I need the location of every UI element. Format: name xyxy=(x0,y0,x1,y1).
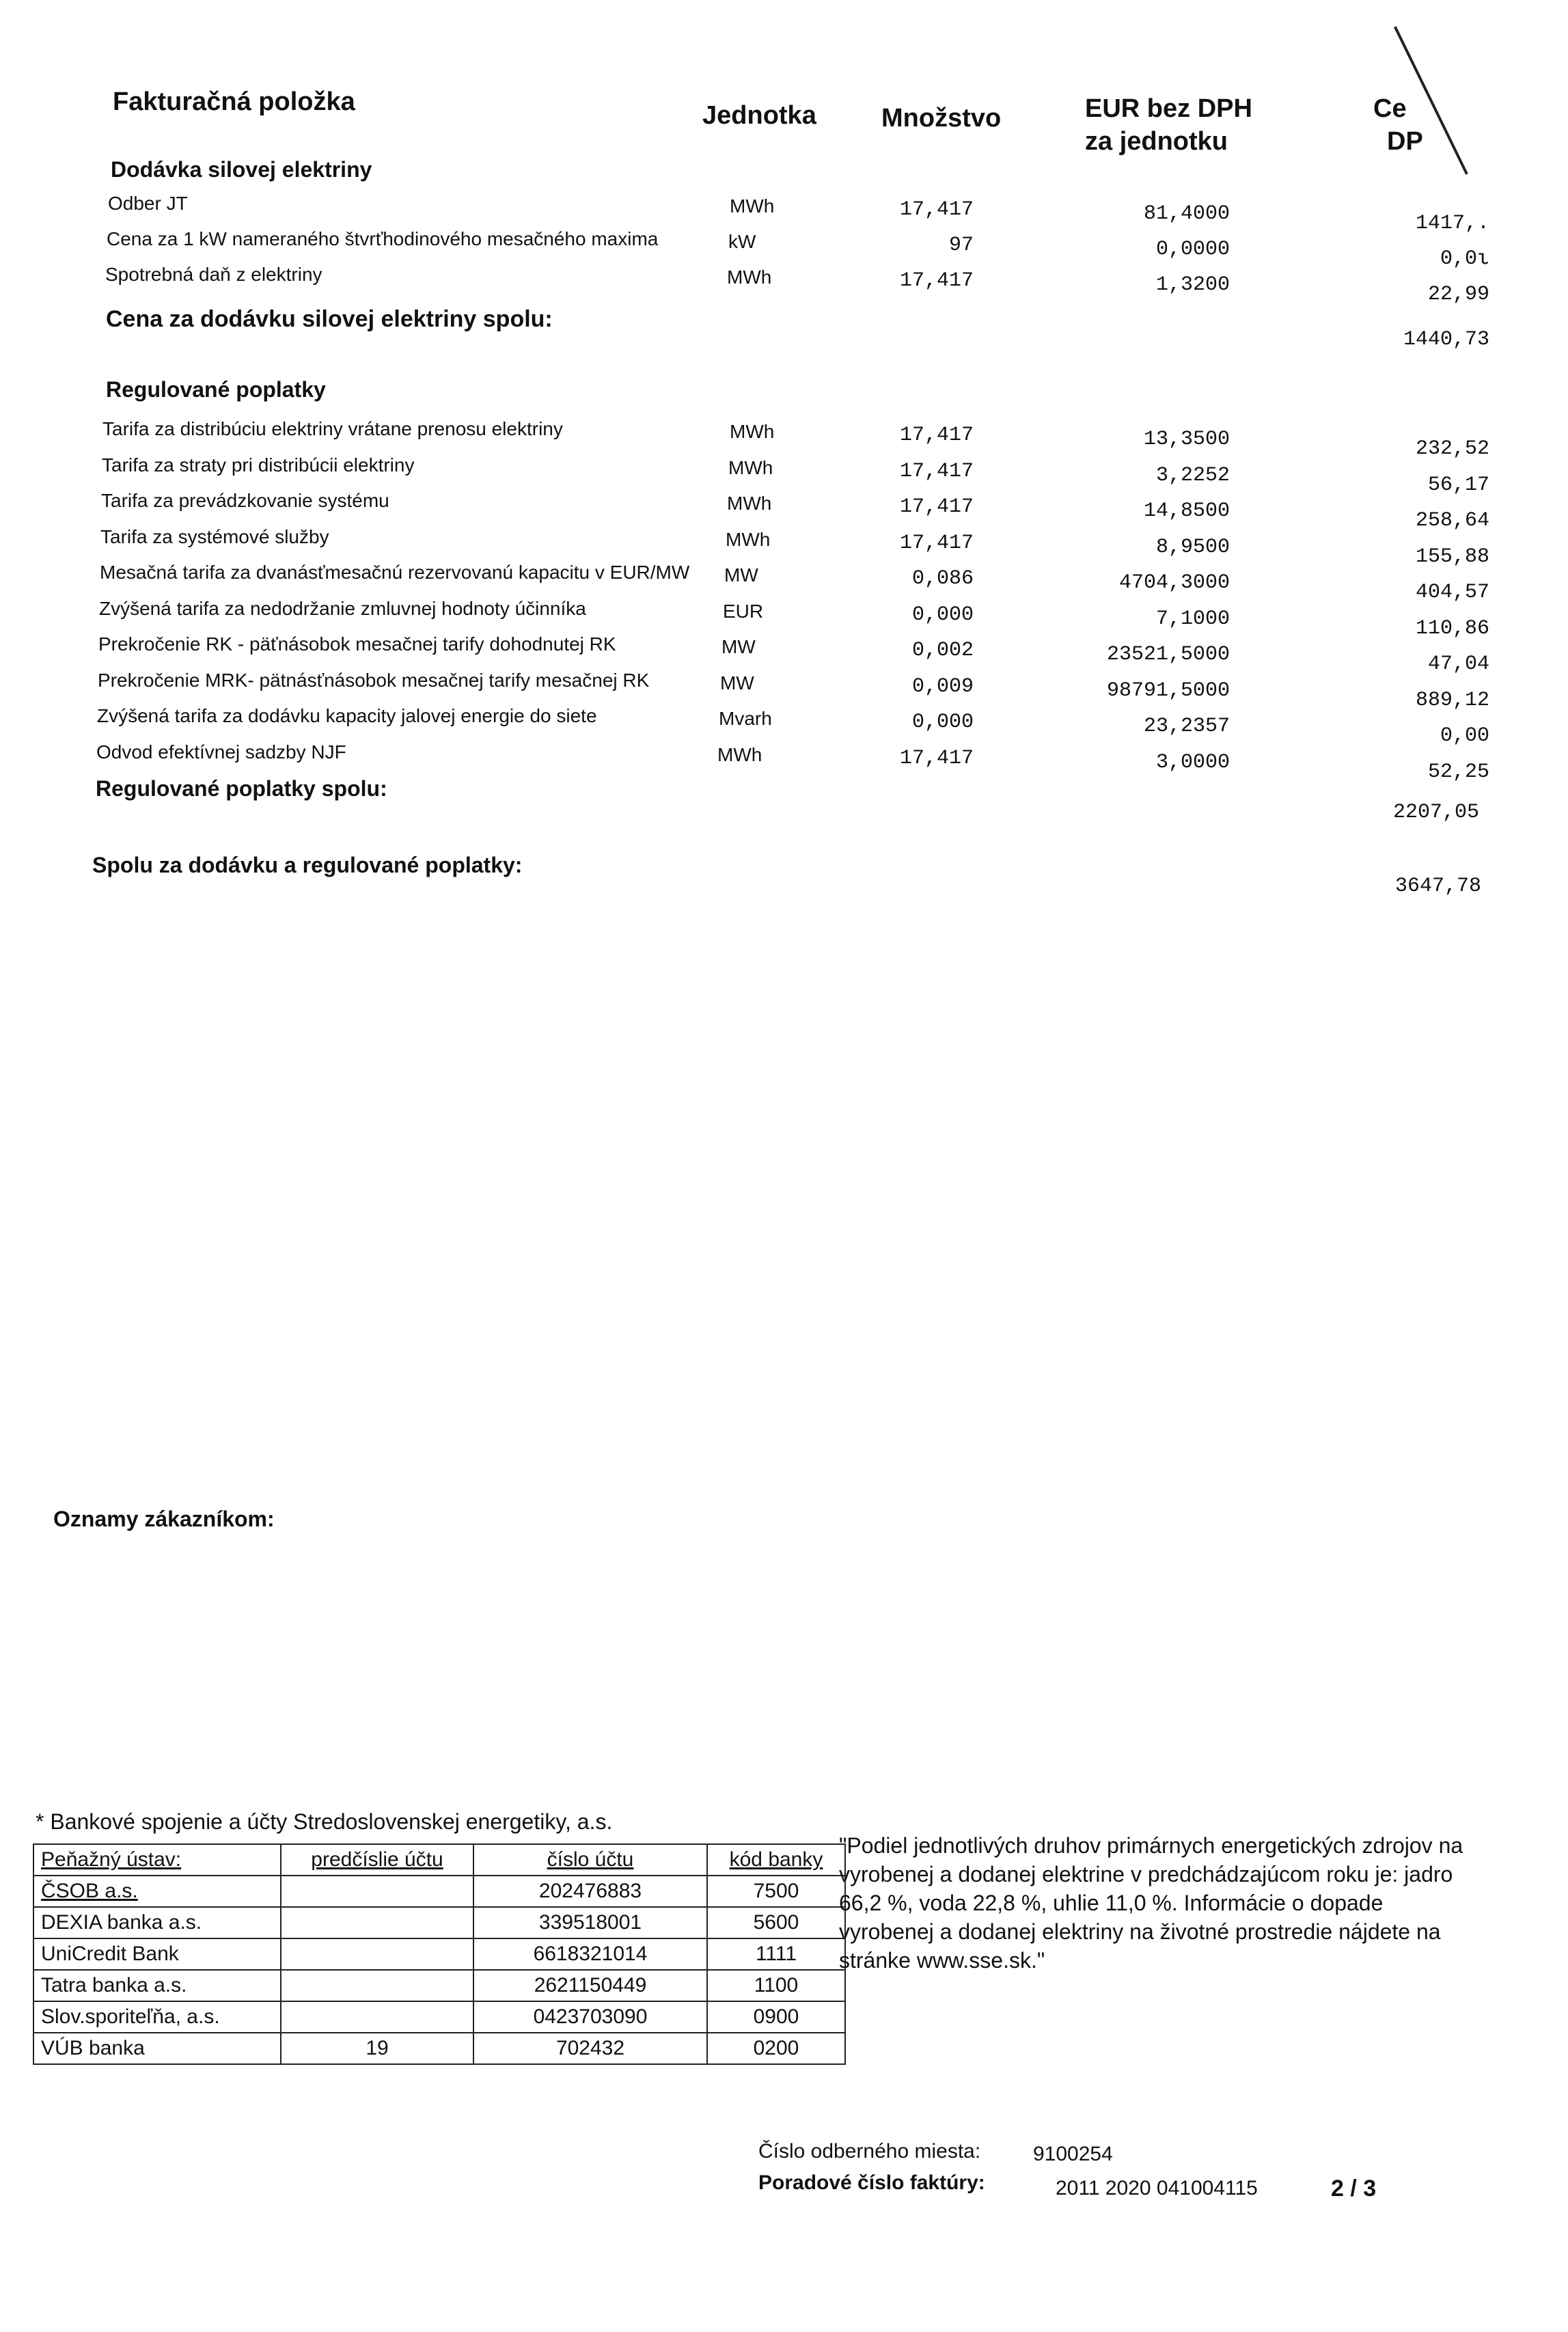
column-header-item: Fakturačná položka xyxy=(113,87,355,116)
page-number: 2 / 3 xyxy=(1331,2176,1377,2201)
bank-prefix xyxy=(281,1876,473,1907)
supply-section-title: Dodávka silovej elektriny xyxy=(111,157,372,182)
table-row xyxy=(33,2001,845,2033)
line-item-total: 22,99 xyxy=(1427,283,1489,306)
line-item-quantity: 17,417 xyxy=(899,269,974,292)
line-item-total: 889,12 xyxy=(1415,688,1489,712)
line-item-unit: Mvarh xyxy=(719,708,772,729)
line-item-total: 110,86 xyxy=(1415,616,1489,640)
line-item-label: Odvod efektívnej sadzby NJF xyxy=(96,741,346,763)
column-header-total-line1: Ce xyxy=(1373,94,1407,123)
column-header-total-line2: DP xyxy=(1387,127,1423,156)
table-row xyxy=(33,1876,845,1907)
line-item-unit-price: 14,8500 xyxy=(1143,499,1230,523)
bank-account-number: 0423703090 xyxy=(473,2001,707,2033)
line-item-label: Spotrebná daň z elektriny xyxy=(105,264,322,285)
bank-account-number: 702432 xyxy=(473,2033,707,2064)
line-item-label: Mesačná tarifa za dvanásťmesačnú rezervovanú kapacitu v EUR/MW xyxy=(100,562,690,583)
line-item-unit-price: 3,0000 xyxy=(1155,750,1230,774)
bank-prefix xyxy=(281,1970,473,2001)
line-item-unit-price: 7,1000 xyxy=(1155,607,1230,631)
line-item-unit-price: 23521,5000 xyxy=(1106,643,1230,666)
line-item-label: Zvýšená tarifa za dodávku kapacity jalovej energie do siete xyxy=(97,705,597,726)
table-row xyxy=(33,1907,845,1938)
consumption-point-label: Číslo odberného miesta: xyxy=(758,2140,981,2163)
column-header-unit: Jednotka xyxy=(702,101,816,130)
line-item-label: Tarifa za straty pri distribúcii elektriny xyxy=(102,454,415,476)
line-item-unit-price: 13,3500 xyxy=(1143,428,1230,451)
grand-total-label: Spolu za dodávku a regulované poplatky: xyxy=(92,853,523,877)
line-item-unit-price: 23,2357 xyxy=(1143,715,1230,738)
table-row xyxy=(33,2033,845,2064)
regulated-sum-value: 2207,05 xyxy=(1392,801,1479,824)
line-item-unit: MW xyxy=(724,564,758,586)
bank-name: VÚB banka xyxy=(33,2033,281,2064)
line-item-total: 155,88 xyxy=(1415,545,1489,568)
column-header-price-line1: EUR bez DPH xyxy=(1085,94,1252,123)
table-row xyxy=(33,1970,845,2001)
line-item-unit-price: 81,4000 xyxy=(1143,202,1230,225)
line-item-total: 1417,. xyxy=(1415,212,1489,235)
line-item-quantity: 17,417 xyxy=(899,424,974,447)
bank-name: Slov.sporiteľňa, a.s. xyxy=(33,2001,281,2033)
table-row xyxy=(33,1938,845,1970)
line-item-unit-price: 4704,3000 xyxy=(1118,571,1230,594)
column-header-price-line2: za jednotku xyxy=(1085,127,1228,156)
bank-code: 5600 xyxy=(707,1907,845,1938)
line-item-unit: MW xyxy=(720,672,754,694)
line-item-total: 47,04 xyxy=(1427,653,1489,676)
bank-account-number: 6618321014 xyxy=(473,1938,707,1970)
bank-prefix: 19 xyxy=(281,2033,473,2064)
bank-code: 1100 xyxy=(707,1970,845,2001)
consumption-point-value: 9100254 xyxy=(1033,2143,1113,2165)
line-item-quantity: 0,009 xyxy=(911,674,974,698)
line-item-label: Odber JT xyxy=(108,193,188,214)
customer-notices-label: Oznamy zákazníkom: xyxy=(53,1507,275,1531)
line-item-quantity: 17,417 xyxy=(899,495,974,519)
line-item-unit: MW xyxy=(721,636,756,657)
bank-header-prefix: predčíslie účtu xyxy=(281,1844,473,1876)
bank-caption: * Bankové spojenie a účty Stredoslovenskej energetiky, a.s. xyxy=(36,1809,613,1834)
bank-code: 1111 xyxy=(707,1938,845,1970)
line-item-unit: kW xyxy=(728,231,756,252)
line-item-unit: MWh xyxy=(730,195,775,217)
bank-prefix xyxy=(281,1907,473,1938)
bank-header-code: kód banky xyxy=(707,1844,845,1876)
line-item-unit: MWh xyxy=(727,266,772,288)
line-item-unit: MWh xyxy=(717,743,762,765)
line-item-unit: MWh xyxy=(728,456,773,478)
bank-header-institution: Peňažný ústav: xyxy=(33,1844,281,1876)
supply-sum-value: 1440,73 xyxy=(1403,328,1489,351)
line-item-label: Cena za 1 kW nameraného štvrťhodinového mesačného maxima xyxy=(107,228,659,249)
line-item-unit-price: 98791,5000 xyxy=(1106,678,1230,702)
grand-total-value: 3647,78 xyxy=(1394,875,1481,898)
invoice-number-label: Poradové číslo faktúry: xyxy=(758,2171,985,2194)
line-item-quantity: 17,417 xyxy=(899,198,974,221)
line-item-unit: MWh xyxy=(730,421,775,442)
line-item-quantity: 17,417 xyxy=(899,746,974,770)
regulated-section-title: Regulované poplatky xyxy=(106,377,326,402)
invoice-number-value: 2011 2020 041004115 xyxy=(1056,2177,1258,2199)
line-item-total: 232,52 xyxy=(1415,437,1489,461)
bank-code: 0900 xyxy=(707,2001,845,2033)
column-header-quantity: Množstvo xyxy=(881,104,1002,133)
line-item-label: Tarifa za systémové služby xyxy=(100,525,329,547)
bank-prefix xyxy=(281,2001,473,2033)
line-item-label: Tarifa za prevádzkovanie systému xyxy=(101,490,389,511)
line-item-unit: EUR xyxy=(723,600,764,622)
bank-accounts-table xyxy=(33,1843,846,2065)
line-item-quantity: 17,417 xyxy=(899,531,974,555)
line-item-total: 0,0ι xyxy=(1440,247,1489,271)
line-item-total: 52,25 xyxy=(1427,760,1489,784)
line-item-quantity: 0,002 xyxy=(911,639,974,662)
line-item-unit: MWh xyxy=(726,528,771,550)
line-item-unit: MWh xyxy=(727,493,772,514)
line-item-total: 404,57 xyxy=(1415,581,1489,604)
line-item-label: Prekročenie MRK- pätnásťnásobok mesačnej tarify mesačnej RK xyxy=(98,669,650,691)
line-item-total: 56,17 xyxy=(1427,473,1489,497)
bank-name: Tatra banka a.s. xyxy=(33,1970,281,2001)
line-item-quantity: 0,000 xyxy=(911,603,974,627)
bank-account-number: 339518001 xyxy=(473,1907,707,1938)
line-item-quantity: 17,417 xyxy=(899,459,974,483)
line-item-unit-price: 0,0000 xyxy=(1155,238,1230,261)
bank-account-number: 2621150449 xyxy=(473,1970,707,2001)
bank-code: 7500 xyxy=(707,1876,845,1907)
line-item-quantity: 97 xyxy=(948,234,974,257)
line-item-total: 258,64 xyxy=(1415,509,1489,532)
line-item-quantity: 0,000 xyxy=(911,711,974,734)
bank-code: 0200 xyxy=(707,2033,845,2064)
bank-name: ČSOB a.s. xyxy=(33,1876,281,1907)
bank-name: UniCredit Bank xyxy=(33,1938,281,1970)
energy-sources-note: "Podiel jednotlivých druhov primárnych energetických zdrojov na vyrobenej a dodanej elektrine v predchádzajúcom roku je: jadro 66,2 %, voda 22,8 %, uhlie 11,0 %. Informácie o dopade vyrobenej a dodanej elektriny na životné prostredie nájdete na stránke www.sse.sk." xyxy=(839,1833,1463,1973)
line-item-unit-price: 1,3200 xyxy=(1155,273,1230,297)
line-item-unit-price: 3,2252 xyxy=(1155,463,1230,487)
line-item-label: Zvýšená tarifa za nedodržanie zmluvnej hodnoty účinníka xyxy=(99,597,586,619)
regulated-sum-label: Regulované poplatky spolu: xyxy=(96,776,387,801)
bank-header-account: číslo účtu xyxy=(473,1844,707,1876)
bank-table-header-row xyxy=(33,1844,845,1876)
bank-name: DEXIA banka a.s. xyxy=(33,1907,281,1938)
line-item-unit-price: 8,9500 xyxy=(1155,535,1230,559)
line-item-label: Prekročenie RK - päťnásobok mesačnej tarify dohodnutej RK xyxy=(98,633,616,655)
line-item-total: 0,00 xyxy=(1440,724,1489,747)
line-item-label: Tarifa za distribúciu elektriny vrátane prenosu elektriny xyxy=(102,418,563,439)
bank-account-number: 202476883 xyxy=(473,1876,707,1907)
line-item-quantity: 0,086 xyxy=(911,567,974,590)
supply-sum-label: Cena za dodávku silovej elektriny spolu: xyxy=(106,306,553,332)
bank-prefix xyxy=(281,1938,473,1970)
